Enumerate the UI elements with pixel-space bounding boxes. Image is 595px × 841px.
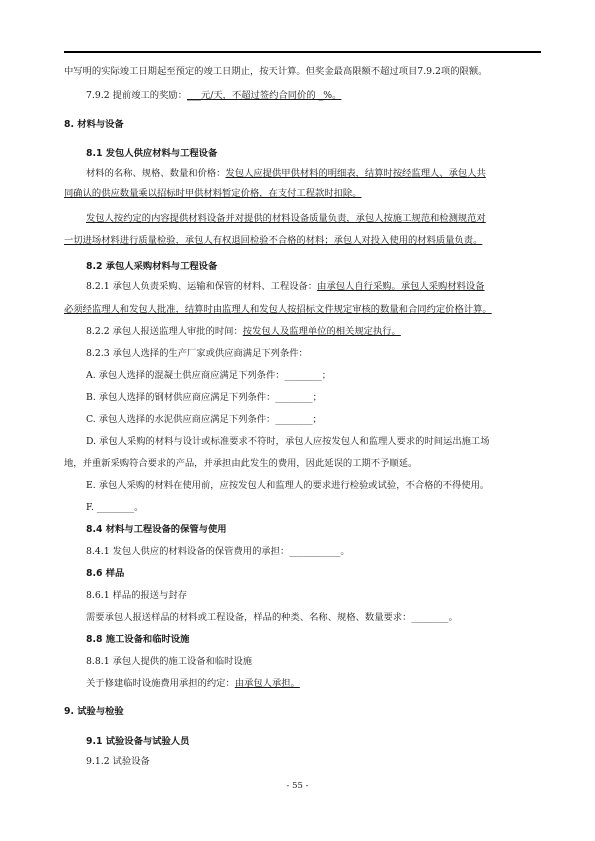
clause-text: 关于修建临时设施费用承担的约定： [86, 678, 235, 689]
subsection-heading: 8.4 材料与工程设备的保管与使用 [86, 524, 227, 535]
subsection-heading: 8.6 样品 [86, 568, 125, 579]
paragraph-line: B. 承包人选择的钢材供应商应满足下列条件：________； [86, 392, 322, 403]
paragraph-line: E. 承包人采购的材料在使用前，应按发包人和监理人的要求进行检验或试验，不合格的不得使用。 [86, 480, 490, 491]
paragraph-line: F. ________。 [86, 502, 144, 513]
clause-text: 8.2.2 承包人报送监理人审批的时间： [86, 326, 243, 337]
filled-blank: 发包人应提供甲供材料的明细表，结算时按经监理人、承包人共 [225, 168, 486, 179]
paragraph-line: 同确认的供应数量乘以招标时甲供材料暂定价格，在支付工程款时扣除。 [64, 188, 362, 199]
paragraph-line: 必须经监理人和发包人批准，结算时由监理人和发包人按招标文件规定审核的数量和合同约定价格计算。 [64, 304, 492, 315]
filled-blank: 由承包人承担。 [234, 678, 300, 689]
clause-text: 7.9.2 提前竣工的奖励： [86, 90, 187, 101]
page-number: - 55 - [286, 781, 309, 791]
subsection-heading: 9.1 试验设备与试验人员 [86, 736, 190, 747]
subsection-heading: 8.2 承包人采购材料与工程设备 [86, 261, 218, 272]
paragraph-line: 需要承包人报送样品的材料或工程设备，样品的种类、名称、规格、数量要求：________。 [86, 612, 458, 623]
paragraph-line: 8.4.1 发包人供应的材料设备的保管费用的承担：___________。 [86, 546, 350, 557]
paragraph-line: C. 承包人选择的水泥供应商应满足下列条件：________； [86, 414, 322, 425]
paragraph-line [86, 168, 486, 180]
paragraph-line: 8.2.3 承包人选择的生产厂家或供应商满足下列条件： [86, 348, 308, 359]
paragraph-line: 9.1.2 试验设备 [86, 756, 150, 767]
subsection-heading: 8.8 施工设备和临时设施 [86, 634, 190, 645]
filled-blank: 按发包人及监理单位的相关规定执行。 [242, 326, 401, 337]
filled-blank: ___元/天，不超过签约合同价的 _%。 [187, 90, 342, 101]
paragraph-line: D. 承包人采购的材料与设计或标准要求不符时，承包人应按发包人和监理人要求的时间运出施工场 [86, 436, 490, 447]
section-heading: 8. 材料与设备 [64, 119, 124, 130]
filled-blank: 由承包人自行采购。承包人采购材料设备 [317, 281, 485, 292]
paragraph-line [86, 678, 300, 690]
paragraph-line [86, 90, 341, 102]
paragraph-line: A. 承包人选择的混凝土供应商应满足下列条件：________； [86, 370, 332, 381]
paragraph-line [86, 281, 485, 293]
paragraph-line: 发包人按约定的内容提供材料设备并对提供的材料设备质量负责，承包人按施工规范和检测规范对 [86, 213, 486, 224]
paragraph-line: 8.8.1 承包人提供的施工设备和临时设施 [86, 656, 253, 667]
section-heading: 9. 试验与检验 [64, 706, 124, 717]
clause-text: 8.2.1 承包人负责采购、运输和保管的材料、工程设备： [86, 281, 318, 292]
paragraph-line: 中写明的实际竣工日期起至预定的竣工日期止，按天计算。但奖金最高限额不超过项目7.9.2项的限额。 [64, 66, 488, 77]
paragraph-line: 地，并重新采购符合要求的产品，并承担由此发生的费用，因此延误的工期不予顺延。 [64, 458, 418, 469]
subsection-heading: 8.1 发包人供应材料与工程设备 [86, 148, 218, 159]
header-rule [64, 51, 541, 53]
clause-text: 材料的名称、规格、数量和价格： [86, 168, 226, 179]
paragraph-line [86, 326, 401, 338]
paragraph-line: 8.6.1 样品的报送与封存 [86, 590, 187, 601]
paragraph-line: 一切进场材料进行质量检验，承包人有权退回检验不合格的材料；承包人对投入使用的材料质量负责。 [64, 235, 483, 246]
